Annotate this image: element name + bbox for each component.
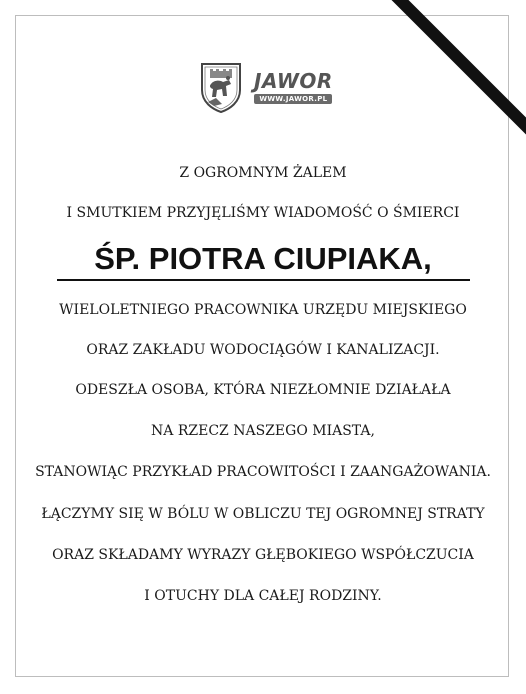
- jawor-logo: [196, 59, 333, 115]
- logo-text: [254, 70, 333, 104]
- deceased-name: ŚP. PIOTRA CIUPIAKA,: [94, 241, 432, 276]
- obituary-line-9: ORAZ SKŁADAMY WYRAZY GŁĘBOKIEGO WSPÓŁCZUCIA: [52, 547, 474, 563]
- obituary-line-2: I SMUTKIEM PRZYJĘLIŚMY WIADOMOŚĆ O ŚMIERCI: [66, 205, 460, 221]
- name-underline: [57, 279, 470, 281]
- obituary-line-10: I OTUCHY DLA CAŁEJ RODZINY.: [144, 588, 382, 604]
- obituary-line-5: ODESZŁA OSOBA, KTÓRA NIEZŁOMNIE DZIAŁAŁA: [75, 382, 451, 398]
- obituary-line-6: NA RZECZ NASZEGO MIASTA,: [151, 423, 375, 439]
- obituary-line-3: WIELOLETNIEGO PRACOWNIKA URZĘDU MIEJSKIEGO: [59, 302, 467, 318]
- obituary-line-4: ORAZ ZAKŁADU WODOCIĄGÓW I KANALIZACJI.: [86, 342, 440, 358]
- mourning-ribbon: [366, 0, 526, 160]
- obituary-line-7: STANOWIĄC PRZYKŁAD PRACOWITOŚCI I ZAANGAŻOWANIA.: [35, 464, 491, 480]
- logo-url: WWW.JAWOR.PL: [254, 94, 332, 104]
- mourning-ribbon-band: [384, 0, 526, 160]
- obituary-line-1: Z OGROMNYM ŻALEM: [179, 165, 347, 181]
- logo-brand-name: JAWOR: [254, 69, 333, 93]
- city-crest-icon: [196, 60, 246, 114]
- obituary-line-8: ŁĄCZYMY SIĘ W BÓLU W OBLICZU TEJ OGROMNEJ STRATY: [41, 506, 485, 522]
